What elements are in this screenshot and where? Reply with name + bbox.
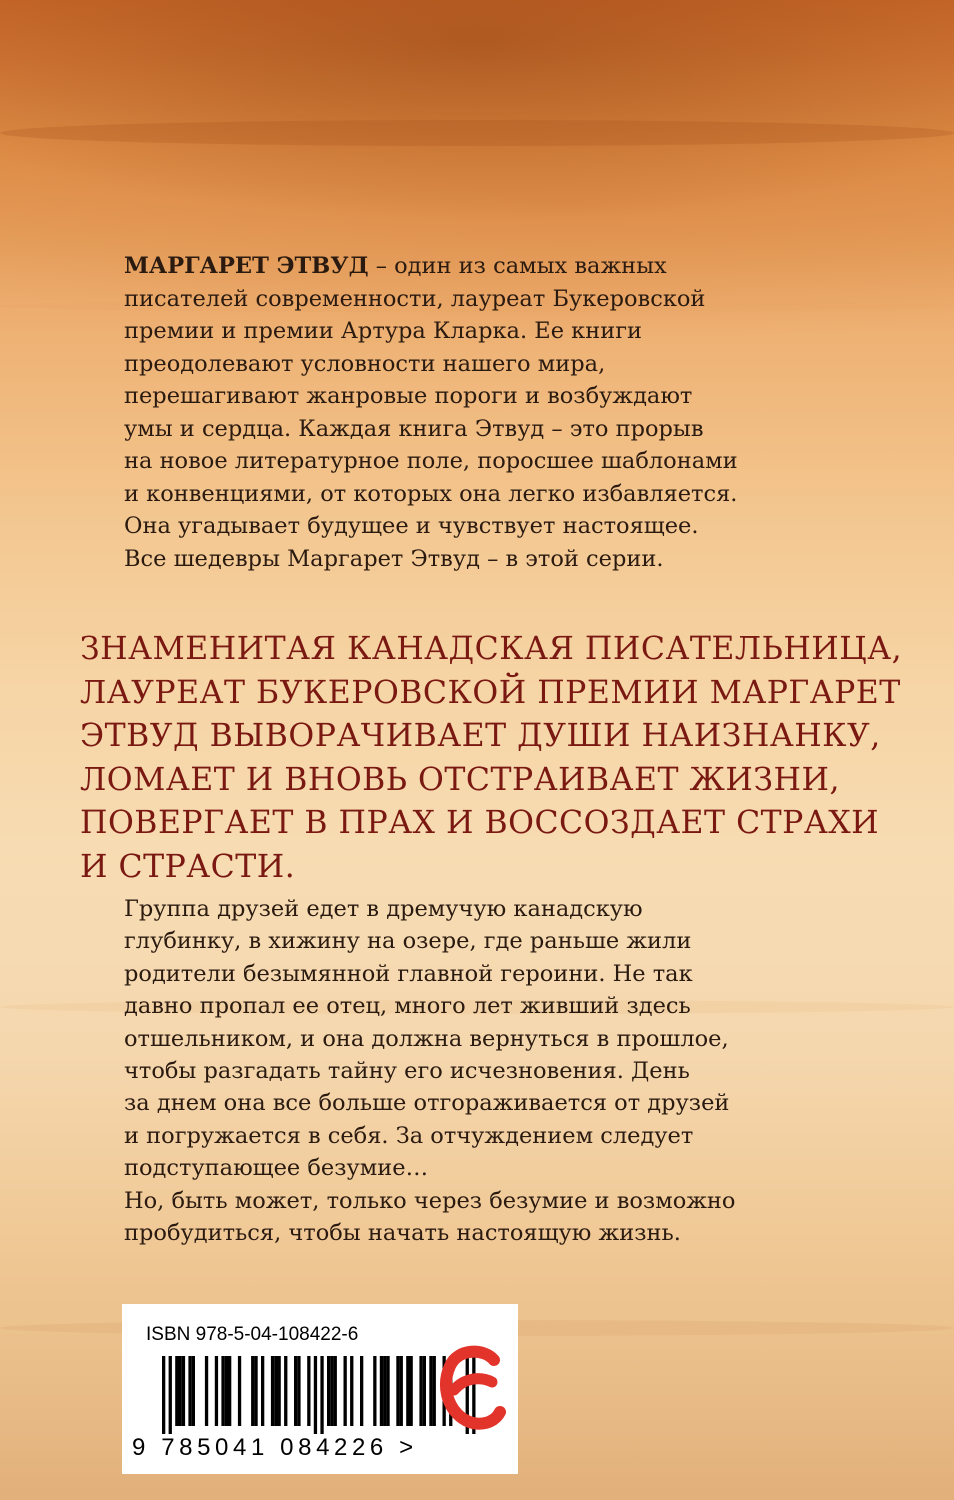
barcode-bar bbox=[274, 1356, 277, 1426]
isbn-label: ISBN 978-5-04-108422-6 bbox=[146, 1324, 359, 1345]
barcode-bar bbox=[383, 1356, 386, 1426]
author-line: Все шедевры Маргарет Этвуд – в этой серии. bbox=[124, 545, 664, 572]
author-line: преодолевают условности нашего мира, bbox=[124, 350, 606, 377]
plot-line: подступающее безумие… bbox=[124, 1155, 429, 1182]
plot-line: отшельником, и она должна вернуться в прошлое, bbox=[124, 1025, 729, 1052]
tagline-line: ЗНАМЕНИТАЯ КАНАДСКАЯ ПИСАТЕЛЬНИЦА, bbox=[80, 631, 903, 667]
barcode-bar bbox=[373, 1356, 376, 1426]
barcode-bar bbox=[360, 1356, 363, 1426]
sky-streak bbox=[0, 120, 954, 146]
barcode-bar bbox=[228, 1356, 231, 1426]
barcode-bar bbox=[179, 1356, 182, 1426]
tagline-line: ЛОМАЕТ И ВНОВЬ ОТСТРАИВАЕТ ЖИЗНИ, bbox=[80, 761, 840, 798]
barcode-bar bbox=[400, 1356, 403, 1426]
plot-line: за днем она все больше отгораживается от друзей bbox=[124, 1090, 730, 1117]
plot-line: давно пропал ее отец, много лет живший здесь bbox=[124, 993, 691, 1020]
plot-line: Но, быть может, только через безумие и возможно bbox=[124, 1187, 736, 1214]
author-line: и конвенциями, от которых она легко избавляется. bbox=[124, 480, 738, 507]
author-line: перешагивают жанровые пороги и возбуждают bbox=[124, 383, 693, 409]
barcode-bar bbox=[254, 1356, 257, 1426]
barcode-bar bbox=[386, 1356, 389, 1426]
barcode-bar bbox=[169, 1356, 172, 1434]
barcode-bar bbox=[225, 1356, 228, 1426]
barcode-bar bbox=[344, 1356, 347, 1426]
plot-line: Группа друзей едет в дремучую канадскую bbox=[124, 896, 643, 922]
author-description bbox=[124, 250, 764, 575]
barcode-bar bbox=[307, 1356, 310, 1426]
barcode-bar bbox=[238, 1356, 241, 1426]
author-line: умы и сердца. Каждая книга Этвуд – это прорыв bbox=[124, 415, 704, 442]
tagline-line: ПОВЕРГАЕТ В ПРАХ И ВОССОЗДАЕТ СТРАХИ bbox=[80, 805, 880, 842]
plot-line: глубинку, в хижину на озере, где раньше жили bbox=[124, 928, 692, 955]
plot-line: родители безымянной главной героини. Не так bbox=[124, 960, 693, 987]
author-first-line bbox=[124, 250, 764, 283]
barcode-bar bbox=[294, 1356, 297, 1426]
plot-line: и погружается в себя. За отчуждением следует bbox=[124, 1122, 694, 1149]
barcode-bar bbox=[419, 1356, 422, 1426]
barcode-bar bbox=[284, 1356, 287, 1426]
barcode-bar bbox=[314, 1356, 317, 1434]
eksmo-logo-icon bbox=[436, 1340, 506, 1436]
barcode-bar bbox=[380, 1356, 383, 1426]
barcode-bar bbox=[429, 1356, 432, 1426]
barcode-bar bbox=[334, 1356, 337, 1426]
barcode-bar bbox=[297, 1356, 300, 1426]
barcode-bar bbox=[278, 1356, 281, 1426]
author-line: на новое литературное поле, поросшее шаблонами bbox=[124, 448, 738, 474]
barcode-bar bbox=[327, 1356, 330, 1426]
barcode-bar bbox=[175, 1356, 178, 1426]
barcode-bar bbox=[251, 1356, 254, 1426]
author-line: писателей современности, лауреат Букеровской bbox=[124, 285, 706, 312]
barcode-bar bbox=[350, 1356, 353, 1426]
tagline-line: ЛАУРЕАТ БУКЕРОВСКОЙ ПРЕМИИ МАРГАРЕТ bbox=[80, 674, 901, 711]
author-line: – один из самых важных bbox=[368, 253, 667, 279]
barcode-bar bbox=[182, 1356, 185, 1426]
barcode-bar bbox=[188, 1356, 191, 1426]
barcode-bar bbox=[406, 1356, 409, 1426]
tagline bbox=[80, 628, 903, 890]
barcode-bar bbox=[162, 1356, 165, 1434]
barcode-bar bbox=[423, 1356, 426, 1426]
author-line: Она угадывает будущее и чувствует настоящее. bbox=[124, 513, 699, 539]
barcode-bar bbox=[215, 1356, 218, 1426]
barcode-digits: 9 785041 084226 > bbox=[132, 1434, 418, 1461]
barcode-bar bbox=[205, 1356, 208, 1426]
barcode-bar bbox=[271, 1356, 274, 1426]
barcode-bar bbox=[221, 1356, 224, 1426]
barcode-bar bbox=[396, 1356, 399, 1426]
barcode-bar bbox=[320, 1356, 323, 1434]
tagline-line: ЭТВУД ВЫВОРАЧИВАЕТ ДУШИ НАИЗНАНКУ, bbox=[80, 718, 881, 755]
barcode-bar bbox=[192, 1356, 195, 1426]
plot-line: пробудиться, чтобы начать настоящую жизнь. bbox=[124, 1220, 681, 1247]
author-line: премии и премии Артура Кларка. Ее книги bbox=[124, 318, 643, 344]
plot-line: чтобы разгадать тайну его исчезновения. День bbox=[124, 1058, 690, 1085]
plot-summary bbox=[124, 893, 804, 1249]
barcode-bar bbox=[261, 1356, 264, 1426]
tagline-line: И СТРАСТИ. bbox=[80, 848, 296, 885]
barcode-bar bbox=[330, 1356, 333, 1426]
author-name: МАРГАРЕТ ЭТВУД bbox=[124, 253, 369, 279]
barcode-bar bbox=[410, 1356, 413, 1426]
